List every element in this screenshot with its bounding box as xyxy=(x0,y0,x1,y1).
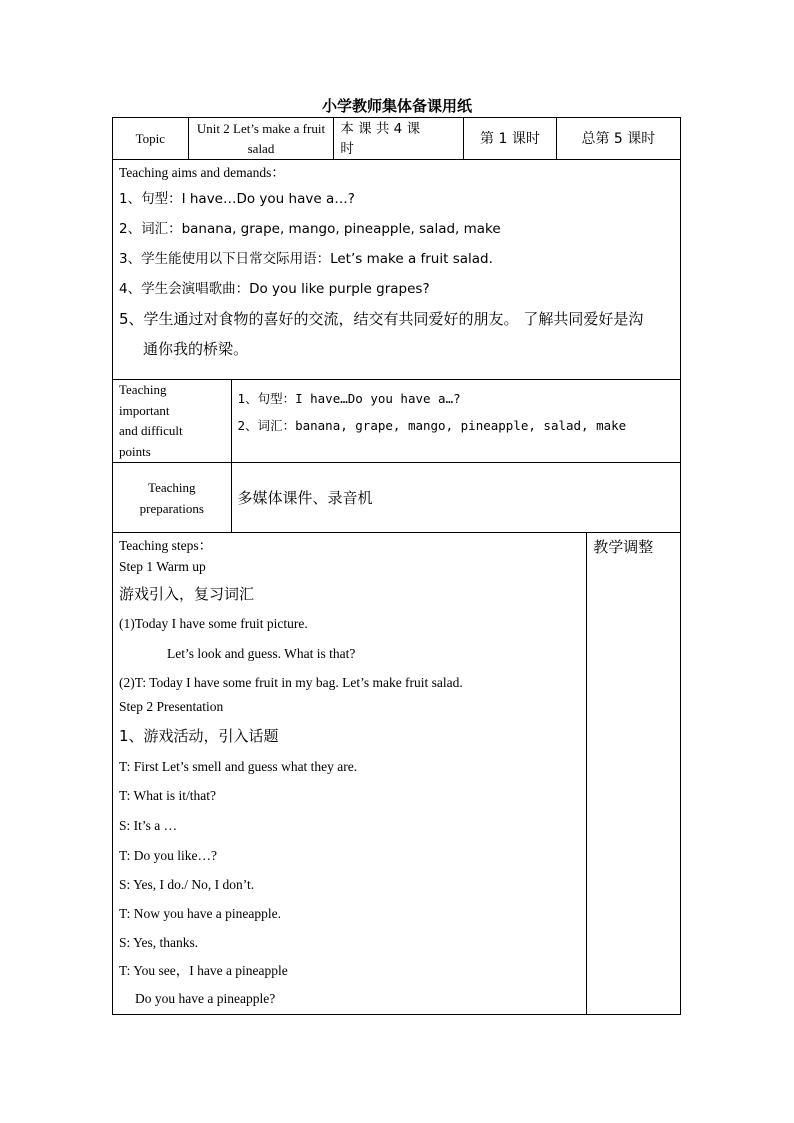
step-line: T: Do you like…? xyxy=(119,848,217,863)
step-line: Step 2 Presentation xyxy=(119,699,224,714)
important-item: 2、词汇：banana, grape, mango, pineapple, salad, make xyxy=(237,418,627,433)
aims-heading: Teaching aims and demands： xyxy=(119,165,285,180)
unit-title: Unit 2 Let’s make a fruit salad xyxy=(188,118,334,160)
step-line: S: Yes, I do./ No, I don’t. xyxy=(119,877,255,892)
aim-item: 4、学生会演唱歌曲：Do you like purple grapes? xyxy=(119,281,430,297)
step-line: T: What is it/that? xyxy=(119,788,216,803)
page-title: 小学教师集体备课用纸 xyxy=(321,97,472,115)
header-row xyxy=(113,118,681,160)
lesson-plan-table xyxy=(112,117,681,1015)
step-line: T: Now you have a pineapple. xyxy=(119,906,282,921)
prep-row xyxy=(113,463,681,533)
aim-item: 5、学生通过对食物的喜好的交流，结交有共同爱好的朋友。 了解共同爱好是沟 xyxy=(119,310,644,328)
prep-label: Teaching preparations xyxy=(113,463,232,533)
aim-item: 通你我的桥梁。 xyxy=(143,340,249,358)
adjust-label: 教学调整 xyxy=(593,538,654,556)
aims-cell xyxy=(113,160,681,380)
step-line: T: First Let’s smell and guess what they are. xyxy=(119,759,358,774)
step-line: Step 1 Warm up xyxy=(119,559,206,574)
important-content xyxy=(231,380,680,463)
important-label: Teaching important and difficult points xyxy=(113,380,232,463)
adjust-cell xyxy=(587,533,681,1015)
topic-label: Topic xyxy=(113,118,189,160)
step-line: Let’s look and guess. What is that? xyxy=(167,646,356,661)
step-line: 1、游戏活动，引入话题 xyxy=(119,727,279,745)
steps-cell xyxy=(113,533,587,1015)
step-line: (2)T: Today I have some fruit in my bag. Let’s make fruit salad. xyxy=(119,675,463,690)
prep-content: 多媒体课件、录音机 xyxy=(231,463,680,533)
aims-row xyxy=(113,160,681,380)
lesson-number: 第 1 课时 xyxy=(464,118,557,160)
step-line: Teaching steps： xyxy=(119,538,213,553)
step-line: (1)Today I have some fruit picture. xyxy=(119,616,308,631)
aim-item: 1、句型：I have…Do you have a…? xyxy=(119,191,355,207)
steps-row xyxy=(113,533,681,1015)
important-item: 1、句型：I have…Do you have a…? xyxy=(237,391,461,406)
step-line: S: Yes, thanks. xyxy=(119,935,199,950)
total-lesson-number: 总第 5 课时 xyxy=(556,118,680,160)
step-line: Do you have a pineapple? xyxy=(135,991,276,1006)
step-line: S: It’s a … xyxy=(119,818,178,833)
aim-item: 3、学生能使用以下日常交际用语：Let’s make a fruit salad. xyxy=(119,251,493,267)
important-row xyxy=(113,380,681,463)
step-line: 游戏引入，复习词汇 xyxy=(119,585,255,603)
lesson-count: 本 课 共 4 课 时 xyxy=(334,118,464,160)
aim-item: 2、词汇：banana, grape, mango, pineapple, salad, make xyxy=(119,221,501,237)
step-line: T: You see，I have a pineapple xyxy=(119,963,288,978)
